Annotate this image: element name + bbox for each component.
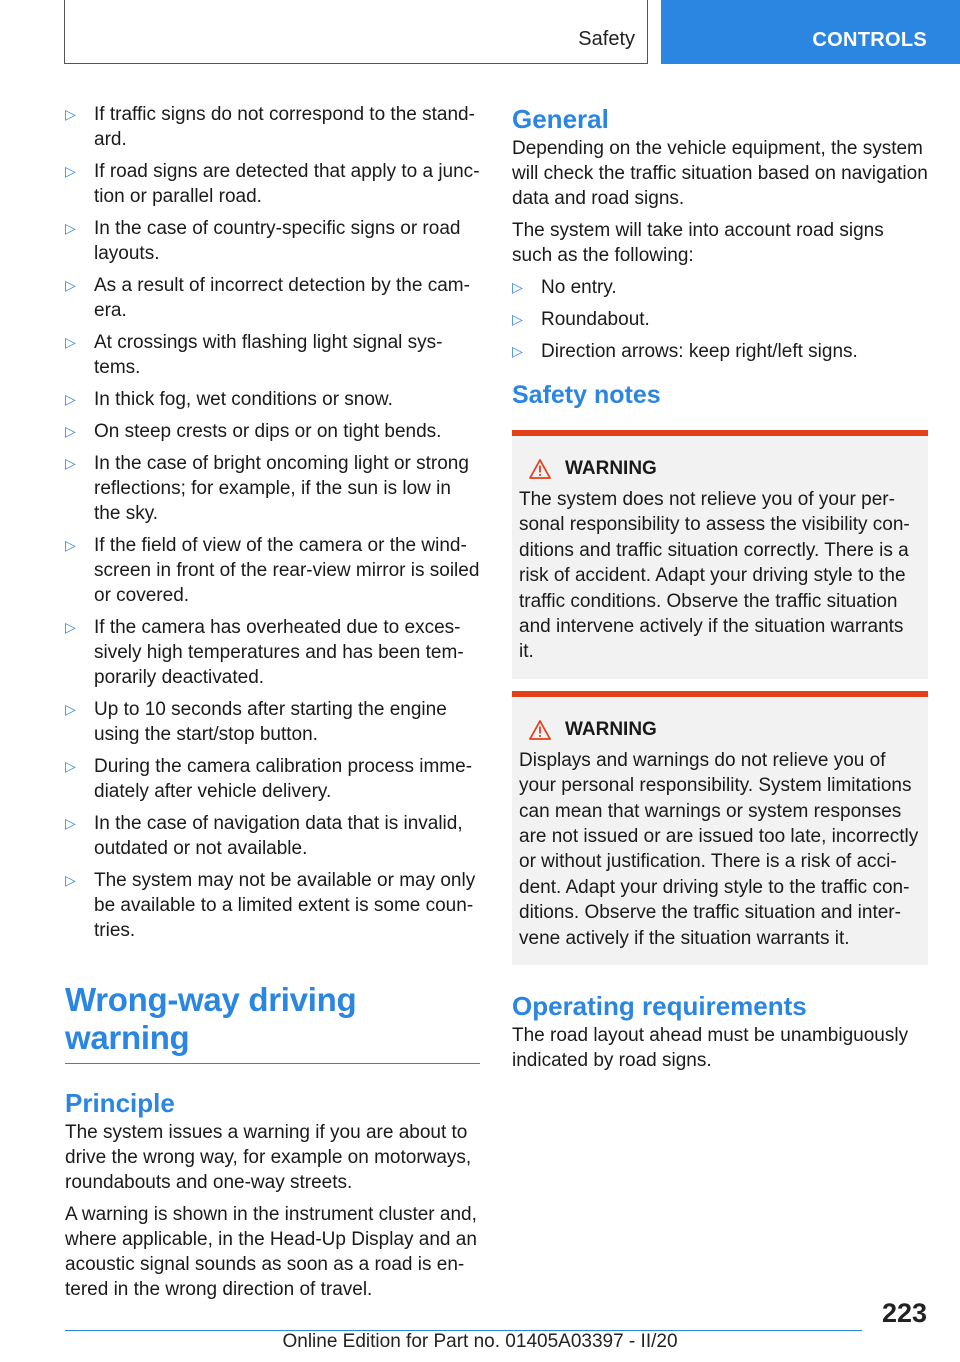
- triangle-bullet-icon: ▷: [65, 758, 76, 774]
- warning-box-1: [512, 430, 928, 679]
- list-item: ▷ The system may not be available or may only be available to a limited extent is some countries.: [65, 870, 476, 941]
- list-item: ▷ On steep crests or dips or on tight bends.: [65, 421, 442, 442]
- list-item: ▷ If the camera has overheated due to excessively high temperatures and has been temporarily deactivated.: [65, 617, 464, 688]
- triangle-bullet-icon: ▷: [65, 106, 76, 122]
- warning-text: The system does not relieve you of your personal responsibility to assess the visibility conditions and traffic situation correctly. There is a risk of accident. Adapt your driving style to the traffic conditions. Observe the traffic situation and intervene actively if the situation warrants it.: [519, 489, 910, 663]
- list-item: ▷ Roundabout.: [512, 309, 650, 330]
- operating-requirements-heading: Operating requirements: [512, 991, 807, 1022]
- header-section-box: [64, 0, 648, 64]
- list-item: ▷ Direction arrows: keep right/left signs.: [512, 341, 858, 362]
- header-chapter-box: [661, 0, 960, 64]
- warning-header: [529, 717, 922, 743]
- list-item: ▷ If the field of view of the camera or the windscreen in front of the rear-view mirror is soiled or covered.: [65, 535, 480, 606]
- warning-label: WARNING: [565, 718, 657, 740]
- list-item: ▷ No entry.: [512, 277, 617, 298]
- right-column: [512, 102, 928, 1080]
- list-item: ▷ If road signs are detected that apply to a junction or parallel road.: [65, 161, 480, 207]
- triangle-bullet-icon: ▷: [65, 220, 76, 236]
- triangle-bullet-icon: ▷: [65, 701, 76, 717]
- list-item: ▷ In the case of country-specific signs or road layouts.: [65, 218, 461, 264]
- general-heading: General: [512, 104, 609, 134]
- list-item: ▷ In the case of navigation data that is invalid, outdated or not available.: [65, 813, 463, 859]
- wrong-way-title: Wrong-way driving warning: [65, 981, 480, 1064]
- list-item: ▷ During the camera calibration process immediately after vehicle delivery.: [65, 756, 473, 802]
- general-paragraph-2: The system will take into account road signs such as the following:: [512, 220, 884, 266]
- triangle-bullet-icon: ▷: [65, 872, 76, 888]
- triangle-bullet-icon: ▷: [65, 619, 76, 635]
- triangle-bullet-icon: ▷: [65, 455, 76, 471]
- triangle-bullet-icon: ▷: [65, 423, 76, 439]
- list-item: ▷ In the case of bright oncoming light or strong reflections; for example, if the sun is low in the sky.: [65, 453, 469, 524]
- warning-box-2: [512, 691, 928, 965]
- triangle-bullet-icon: ▷: [65, 815, 76, 831]
- list-item: ▷ In thick fog, wet conditions or snow.: [65, 389, 393, 410]
- list-item: ▷ At crossings with flashing light signal systems.: [65, 332, 443, 378]
- warning-triangle-icon: [529, 459, 551, 479]
- general-paragraph-1: Depending on the vehicle equipment, the system will check the traffic situation based on navigation data and road signs.: [512, 138, 928, 209]
- triangle-bullet-icon: ▷: [512, 343, 523, 359]
- left-column: [65, 102, 480, 1309]
- triangle-bullet-icon: ▷: [65, 334, 76, 350]
- principle-heading: Principle: [65, 1088, 175, 1118]
- triangle-bullet-icon: ▷: [512, 279, 523, 295]
- triangle-bullet-icon: ▷: [65, 163, 76, 179]
- list-item: ▷ As a result of incorrect detection by the camera.: [65, 275, 470, 321]
- triangle-bullet-icon: ▷: [65, 391, 76, 407]
- header-section-label: Safety: [578, 28, 635, 50]
- principle-paragraph-2: A warning is shown in the instrument cluster and, where applicable, in the Head-Up Display and an acoustic signal sounds as soon as a road is entered in the wrong direction of travel.: [65, 1204, 477, 1300]
- triangle-bullet-icon: ▷: [65, 537, 76, 553]
- warning-text: Displays and warnings do not relieve you of your personal responsibility. System limitations can mean that warnings or system responses are not issued or are issued too late, incorrectly or without justification. There is a risk of accident. Adapt your driving style to the traffic conditions. Observe the traffic situation and intervene actively if the situation warrants it.: [519, 749, 919, 949]
- triangle-bullet-icon: ▷: [65, 277, 76, 293]
- operating-requirements-paragraph: The road layout ahead must be unambiguously indicated by road signs.: [512, 1025, 909, 1072]
- page-number: 223: [881, 1298, 927, 1328]
- safety-notes-heading: Safety notes: [512, 381, 661, 409]
- header-chapter-label: CONTROLS: [812, 29, 927, 51]
- triangle-bullet-icon: ▷: [512, 311, 523, 327]
- list-item: ▷ If traffic signs do not correspond to the standard.: [65, 104, 475, 150]
- warning-label: WARNING: [565, 458, 657, 479]
- warning-header: [529, 456, 922, 482]
- footer-edition: Online Edition for Part no. 01405A03397 - II/20: [282, 1331, 678, 1352]
- principle-paragraph-1: The system issues a warning if you are about to drive the wrong way, for example on motorways, roundabouts and one-way streets.: [65, 1122, 472, 1193]
- road-sign-list: [512, 275, 928, 364]
- list-item: ▷ Up to 10 seconds after starting the engine using the start/stop button.: [65, 699, 447, 745]
- warning-triangle-icon: [529, 720, 551, 740]
- limitations-list: [65, 102, 480, 943]
